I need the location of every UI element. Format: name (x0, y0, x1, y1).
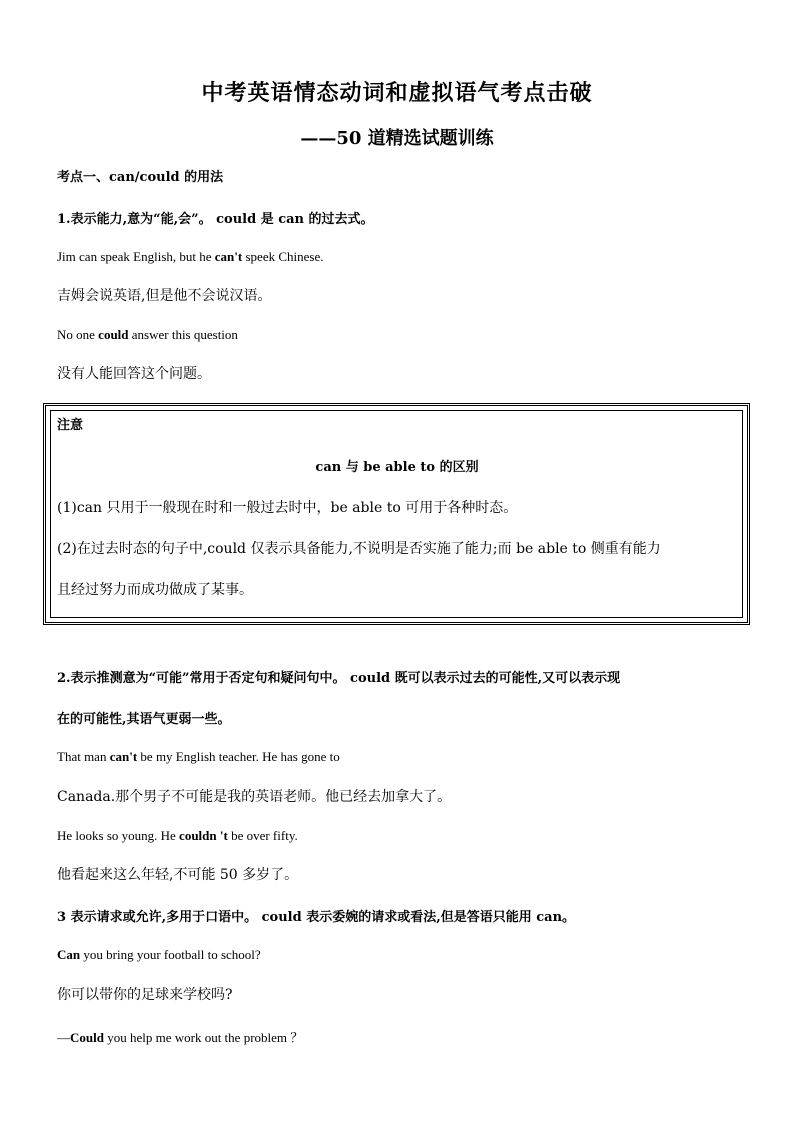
section-heading: 考点一、can/could 的用法 (57, 170, 224, 185)
document-subtitle: ——50 道精选试题训练 (300, 128, 494, 149)
example-keyword: couldn 't (179, 828, 228, 843)
example-text: No one (57, 327, 99, 342)
example-keyword: Can (57, 947, 81, 962)
example-text: speek Chinese. (242, 249, 324, 264)
point3-heading: 3 表示请求或允许,多用于口语中。 could 表示委婉的请求或看法,但是答语只能用 can。 (57, 910, 576, 925)
example-text: you help me work out the problem ？ (103, 1030, 304, 1045)
example-translation: 你可以带你的足球来学校吗? (57, 987, 233, 1003)
document-title: 中考英语情态动词和虚拟语气考点击破 (201, 80, 593, 106)
example-keyword: could (98, 327, 129, 342)
note-heading: can 与 be able to 的区别 (315, 460, 479, 475)
example-sentence (57, 1027, 303, 1046)
example-text: That man (57, 749, 110, 764)
example-text: answer this question (128, 327, 238, 342)
example-sentence (57, 828, 298, 844)
point2-heading: 2.表示推测意为“可能”常用于否定句和疑问句中。 could 既可以表示过去的可能性,又可以表示现 (57, 671, 621, 686)
note-line: 且经过努力而成功做成了某事。 (57, 582, 253, 598)
example-keyword: Could (70, 1030, 104, 1045)
example-sentence (57, 327, 238, 343)
point2-heading-cont: 在的可能性,其语气更弱一些。 (57, 712, 231, 727)
note-label: 注意 (57, 418, 84, 433)
example-text: you bring your football to school? (80, 947, 261, 962)
example-sentence (57, 249, 323, 265)
point1-heading: 1.表示能力,意为“能,会”。 could 是 can 的过去式。 (57, 212, 374, 227)
example-keyword: can't (214, 249, 243, 264)
example-translation: 吉姆会说英语,但是他不会说汉语。 (57, 288, 272, 304)
example-text: be over fifty. (227, 828, 298, 843)
example-sentence (57, 749, 340, 765)
example-sentence (57, 947, 261, 963)
example-text: — (57, 1030, 70, 1045)
note-line: (1)can 只用于一般现在时和一般过去时中，be able to 可用于各种时态。 (57, 500, 518, 516)
example-translation: 没有人能回答这个问题。 (57, 366, 211, 382)
example-translation: Canada.那个男子不可能是我的英语老师。他已经去加拿大了。 (57, 789, 452, 805)
note-line: (2)在过去时态的句子中,could 仅表示具备能力,不说明是否实施了能力;而 be able to 侧重有能力 (57, 541, 661, 557)
example-keyword: can't (109, 749, 138, 764)
example-text: Jim can speak English, but he (57, 249, 215, 264)
example-text: He looks so young. He (57, 828, 180, 843)
example-text: be my English teacher. He has gone to (137, 749, 340, 764)
example-translation: 他看起来这么年轻,不可能 50 多岁了。 (57, 867, 299, 883)
